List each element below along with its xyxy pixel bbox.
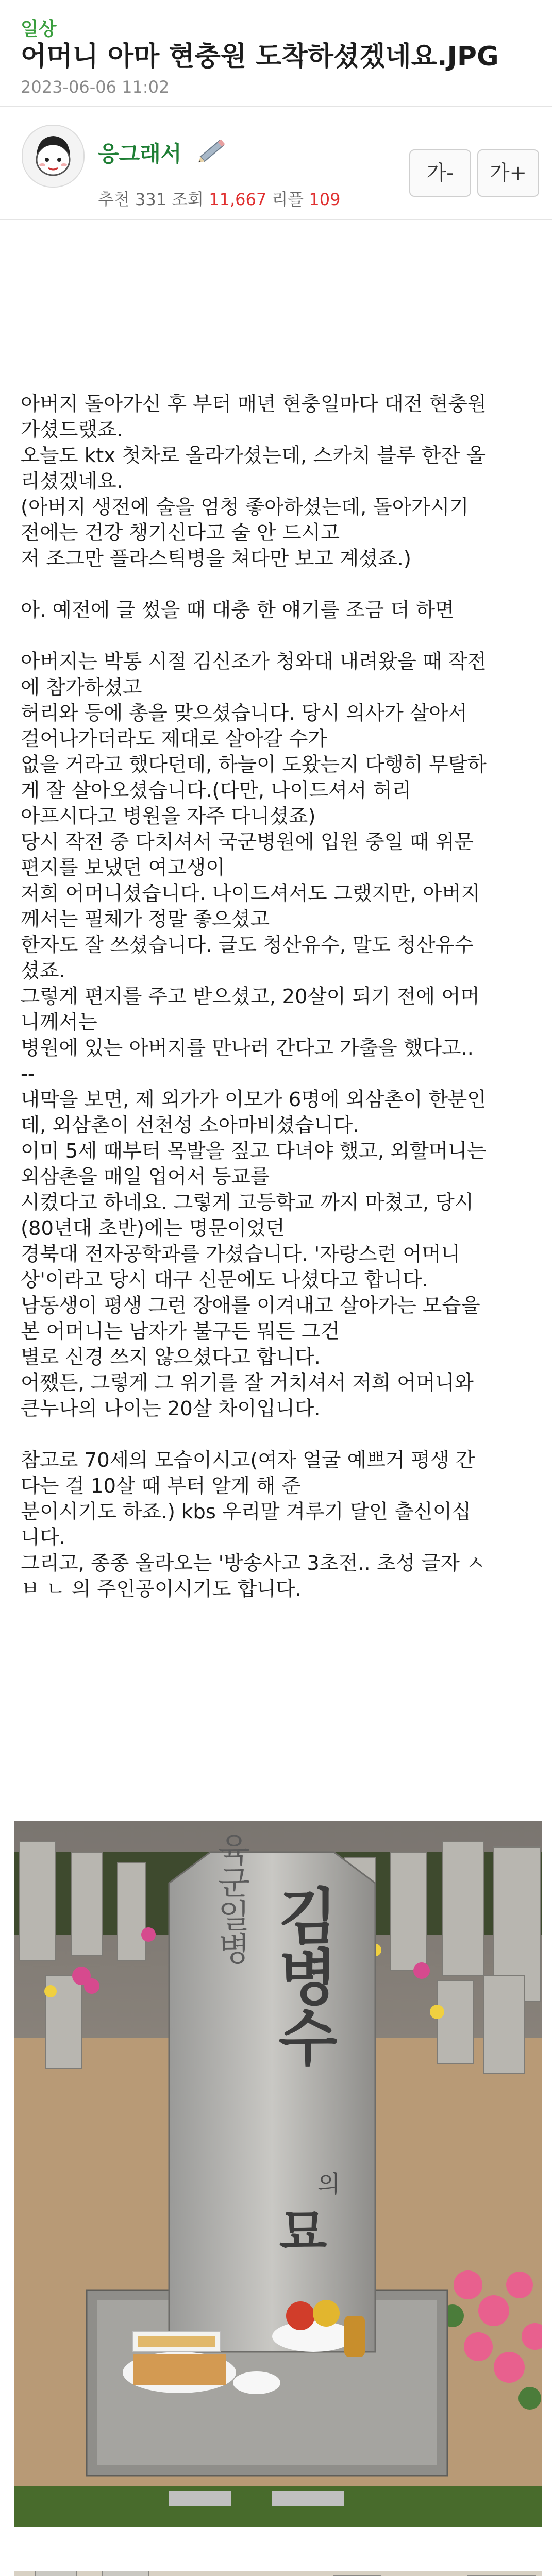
avatar[interactable] [22, 125, 85, 188]
body-line: 병원에 있는 아버지를 만나러 간다고 가출을 했다고.. [21, 1037, 474, 1060]
avatar-icon [23, 126, 83, 187]
body-line: 걸어나가더라도 제대로 살아갈 수가 [21, 727, 327, 751]
body-line: 아프시다고 병원을 자주 다니셨죠) [21, 805, 316, 828]
body-line: 이미 5세 때부터 목발을 짚고 다녀야 했고, 외할머니는 [21, 1140, 487, 1163]
post-stats [98, 187, 340, 210]
body-line: 에 참가하셨고 [21, 676, 142, 699]
body-line: 께서는 필체가 정말 좋으셨고 [21, 908, 270, 931]
body-line: 데, 외삼촌이 선천성 소아마비셨습니다. [21, 1114, 359, 1137]
body-line: 내막을 보면, 제 외가가 이모가 6명에 외삼촌이 한분인 [21, 1088, 487, 1111]
body-line: 시켰다고 하네요. 그렇게 고등학교 까지 마쳤고, 당시 [21, 1191, 474, 1214]
body-line [21, 1422, 536, 1448]
body-line: 본 어머니는 남자가 불구든 뭐든 그건 [21, 1320, 340, 1343]
author-name[interactable]: 응그래서 [98, 141, 182, 166]
font-increase-button[interactable]: 가+ [477, 149, 539, 197]
reply-count: 109 [309, 190, 341, 209]
body-line: 별로 신경 쓰지 않으셨다고 합니다. [21, 1346, 321, 1369]
body-line: 그리고, 종종 올라오는 '방송사고 3초전.. 초성 글자 ㅅ [21, 1552, 486, 1575]
body-line: 니다. [21, 1526, 65, 1549]
grave-image [14, 1821, 542, 2527]
grave-suffix-1: 의 [317, 2170, 341, 2198]
body-line: 편지를 보냈던 여고생이 [21, 856, 225, 879]
body-line: 당시 작전 중 다치셔서 국군병원에 입원 중일 때 위문 [21, 831, 474, 854]
body-line [21, 572, 536, 598]
body-line: 저 조그만 플라스틱병을 쳐다만 보고 계셨죠.) [21, 547, 411, 570]
reply-label: 리플 [272, 190, 304, 209]
post-header [0, 0, 552, 98]
grave-name: 김병수 [267, 1885, 339, 2067]
body-line: (80년대 초반)에는 명문이었던 [21, 1217, 285, 1240]
body-line: 분이시기도 하죠.) kbs 우리말 겨루기 달인 출신이십 [21, 1500, 472, 1523]
body-line: 경북대 전자공학과를 가셨습니다. '자랑스런 어머니 [21, 1243, 460, 1266]
cemetery-photo [14, 2571, 542, 2576]
body-line: 남동생이 평생 그런 장애를 이겨내고 살아가는 모습을 [21, 1294, 480, 1317]
body-line: 한자도 잘 쓰셨습니다. 글도 청산유수, 말도 청산유수 [21, 934, 474, 957]
post-body [21, 392, 536, 1602]
body-line: 그렇게 편지를 주고 받으셨고, 20살이 되기 전에 어머 [21, 985, 480, 1008]
body-line: 게 잘 살아오셨습니다.(다만, 나이드셔서 허리 [21, 779, 411, 802]
body-line: 없을 거라고 했다던데, 하늘이 도왔는지 다행히 무탈하 [21, 753, 487, 776]
body-line: 참고로 70세의 모습이시고(여자 얼굴 예쁘거 평생 간 [21, 1449, 475, 1472]
post-title: 어머니 아마 현충원 도착하셨겠네요.JPG [21, 41, 499, 72]
body-line: 셨죠. [21, 959, 65, 982]
body-line: 전에는 건강 챙기신다고 술 안 드시고 [21, 521, 340, 545]
font-decrease-button[interactable]: 가- [409, 149, 471, 197]
grave-suffix-2: 묘 [279, 2202, 327, 2261]
divider [0, 219, 552, 220]
body-line: 니께서는 [21, 1011, 97, 1034]
cemetery-image [14, 2571, 542, 2576]
body-line [21, 623, 536, 649]
recommend-count: 331 [135, 190, 167, 209]
pencil-icon [196, 134, 232, 165]
body-line: (아버지 생전에 술을 엄청 좋아하셨는데, 돌아가시기 [21, 496, 469, 519]
grave-epitaph-top: 육군일병 [212, 1833, 250, 1964]
body-line: 저희 어머니셨습니다. 나이드셔서도 그랬지만, 아버지 [21, 882, 480, 905]
body-line: 외삼촌을 매일 업어서 등교를 [21, 1165, 270, 1189]
grave-photo [14, 1821, 542, 2527]
post-category[interactable]: 일상 [21, 19, 57, 40]
author-row [0, 118, 552, 211]
body-line: 아버지 돌아가신 후 부터 매년 현충일마다 대전 현충원 [21, 393, 487, 416]
divider [0, 106, 552, 107]
views-label: 조회 [172, 190, 204, 209]
body-line: -- [21, 1062, 35, 1086]
post-date: 2023-06-06 11:02 [21, 77, 170, 97]
body-line: 가셨드랬죠. [21, 418, 123, 442]
body-line: 오늘도 ktx 첫차로 올라가셨는데, 스카치 블루 한잔 올 [21, 444, 486, 467]
body-line: 아버지는 박통 시절 김신조가 청와대 내려왔을 때 작전 [21, 650, 487, 673]
body-line: 허리와 등에 총을 맞으셨습니다. 당시 의사가 살아서 [21, 702, 467, 725]
body-line: 다는 걸 10살 때 부터 알게 해 준 [21, 1475, 301, 1498]
body-line: 리셨겠네요. [21, 470, 123, 493]
body-line: ㅂ ㄴ 의 주인공이시기도 합니다. [21, 1578, 302, 1601]
body-line: 상'이라고 당시 대구 신문에도 나셨다고 합니다. [21, 1268, 428, 1292]
views-count: 11,667 [209, 190, 267, 209]
recommend-label: 추천 [98, 190, 130, 209]
body-line: 큰누나의 나이는 20살 차이입니다. [21, 1397, 321, 1420]
body-line: 어쨌든, 그렇게 그 위기를 잘 거치셔서 저희 어머니와 [21, 1371, 474, 1395]
body-line: 아. 예전에 글 썼을 때 대충 한 얘기를 조금 더 하면 [21, 599, 455, 622]
